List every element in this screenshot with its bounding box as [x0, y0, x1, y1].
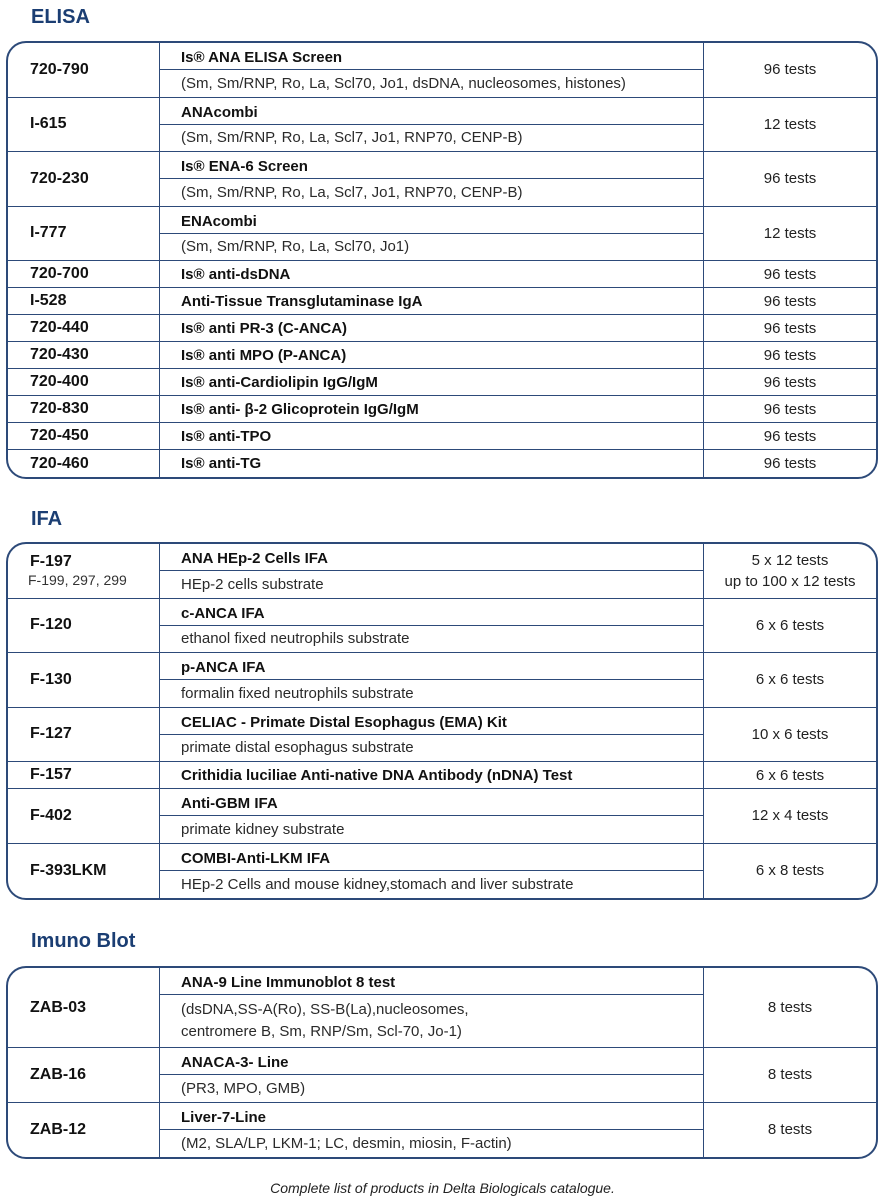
product-name: ANA HEp-2 Cells IFA	[181, 550, 328, 567]
product-code-cell	[8, 261, 160, 287]
product-name: Liver-7-Line	[181, 1108, 267, 1126]
product-name: Anti-Tissue Transglutaminase IgA	[181, 292, 423, 310]
product-description-cell	[160, 43, 704, 97]
product-description-cell	[160, 98, 704, 152]
product-code: 720-700	[30, 265, 89, 282]
product-name: CELIAC - Primate Distal Esophagus (EMA) Kit	[181, 713, 507, 731]
product-row	[8, 396, 876, 423]
product-description-cell	[160, 1048, 704, 1102]
product-name: c-ANCA IFA	[181, 604, 265, 622]
product-row	[8, 152, 876, 207]
pack-size: 96 tests	[763, 170, 817, 188]
pack-size: 8 tests	[767, 1121, 813, 1139]
pack-size: 6 x 8 tests	[755, 862, 825, 880]
pack-size-cell	[704, 599, 876, 653]
product-code-cell	[8, 844, 160, 899]
product-code: F-197	[30, 553, 72, 571]
product-code: 720-440	[30, 319, 89, 336]
product-name: Is® anti MPO (P-ANCA)	[181, 346, 347, 364]
product-code-cell	[8, 599, 160, 653]
product-code: I-615	[30, 115, 67, 133]
product-row	[8, 789, 876, 844]
pack-size: 12 x 4 tests	[751, 807, 829, 825]
product-code: ZAB-03	[30, 998, 87, 1016]
product-code-cell	[8, 544, 160, 598]
pack-size: 6 x 6 tests	[755, 671, 825, 689]
product-row	[8, 968, 876, 1048]
product-code: 720-830	[30, 400, 89, 417]
blot-table	[6, 966, 878, 1159]
pack-size-cell	[704, 544, 876, 598]
product-description-cell	[160, 844, 704, 899]
product-detail: ethanol fixed neutrophils substrate	[160, 625, 703, 653]
product-row	[8, 844, 876, 899]
pack-size-cell	[704, 789, 876, 843]
product-row	[8, 342, 876, 369]
pack-size-cell	[704, 43, 876, 97]
product-code: F-120	[30, 616, 72, 634]
product-description-cell	[160, 423, 704, 449]
pack-size-cell	[704, 261, 876, 287]
product-detail-line: centromere B, Sm, RNP/Sm, Scl-70, Jo-1)	[181, 1023, 462, 1040]
product-code-cell	[8, 653, 160, 707]
ifa-table	[6, 542, 878, 900]
ifa-section-title: IFA	[31, 508, 63, 530]
product-detail: (Sm, Sm/RNP, Ro, La, Scl70, Jo1, dsDNA, nucleosomes, histones)	[160, 69, 703, 97]
product-row	[8, 599, 876, 654]
product-row	[8, 288, 876, 315]
product-detail: formalin fixed neutrophils substrate	[160, 679, 703, 707]
product-name: Is® anti PR-3 (C-ANCA)	[181, 319, 348, 337]
product-code: 720-230	[30, 169, 89, 187]
product-code-variants: F-199, 297, 299	[28, 572, 127, 589]
product-name: ANAcombi	[181, 103, 258, 121]
product-row	[8, 450, 876, 477]
product-name: ENAcombi	[181, 212, 257, 230]
pack-size-cell	[704, 1048, 876, 1102]
pack-size: 96 tests	[763, 400, 817, 418]
product-row	[8, 261, 876, 288]
product-description-cell	[160, 261, 704, 287]
product-description-cell	[160, 599, 704, 653]
product-name: Is® ANA ELISA Screen	[181, 49, 343, 66]
product-name: p-ANCA IFA	[181, 659, 266, 676]
product-description-cell	[160, 762, 704, 788]
product-code: I-528	[30, 292, 67, 309]
product-detail: (PR3, MPO, GMB)	[160, 1074, 703, 1102]
product-detail: primate distal esophagus substrate	[160, 734, 703, 762]
pack-size: 96 tests	[763, 265, 817, 283]
pack-size: 8 tests	[767, 1066, 813, 1084]
product-name: Crithidia luciliae Anti-native DNA Antibody (nDNA) Test	[181, 766, 573, 784]
product-detail: primate kidney substrate	[160, 815, 703, 843]
product-code-cell	[8, 152, 160, 206]
product-code-cell	[8, 98, 160, 152]
catalogue-footnote: Complete list of products in Delta Biologicals catalogue.	[270, 1180, 615, 1196]
product-row	[8, 369, 876, 396]
product-code: 720-430	[30, 346, 89, 363]
product-code: I-777	[30, 224, 67, 242]
product-description-cell	[160, 342, 704, 368]
product-description-cell	[160, 369, 704, 395]
product-code-cell	[8, 450, 160, 477]
product-row	[8, 653, 876, 708]
pack-size: 6 x 6 tests	[755, 616, 825, 634]
pack-size-cell	[704, 152, 876, 206]
product-code: 720-450	[30, 427, 89, 444]
product-code-cell	[8, 315, 160, 341]
product-row	[8, 98, 876, 153]
product-name: COMBI-Anti-LKM IFA	[181, 849, 331, 867]
pack-size: 96 tests	[763, 373, 817, 391]
product-row	[8, 43, 876, 98]
product-code-cell	[8, 968, 160, 1047]
product-detail: (Sm, Sm/RNP, Ro, La, Scl7, Jo1, RNP70, CENP-B)	[160, 178, 703, 206]
pack-size-cell	[704, 1103, 876, 1158]
pack-size-cell	[704, 288, 876, 314]
product-name: Anti-GBM IFA	[181, 795, 278, 812]
product-name: Is® ENA-6 Screen	[181, 158, 308, 175]
pack-size-cell	[704, 450, 876, 477]
product-code-cell	[8, 423, 160, 449]
pack-size: 8 tests	[767, 999, 813, 1016]
product-name: Is® anti-TPO	[181, 427, 272, 445]
product-description-cell	[160, 315, 704, 341]
pack-size: 12 tests	[763, 224, 817, 242]
product-row	[8, 207, 876, 262]
pack-size: 12 tests	[763, 115, 817, 133]
product-code-cell	[8, 1103, 160, 1158]
pack-size-cell	[704, 762, 876, 788]
product-code: ZAB-12	[30, 1120, 87, 1138]
product-description-cell	[160, 152, 704, 206]
blot-section-title: Imuno Blot	[31, 930, 136, 952]
pack-size-cell	[704, 396, 876, 422]
pack-size: 10 x 6 tests	[751, 725, 829, 743]
pack-size: 96 tests	[763, 455, 817, 472]
product-description-cell	[160, 653, 704, 707]
product-code-cell	[8, 369, 160, 395]
product-row	[8, 544, 876, 599]
elisa-section-title: ELISA	[31, 6, 90, 28]
product-description-cell	[160, 288, 704, 314]
product-name: ANA-9 Line Immunoblot 8 test	[181, 974, 396, 991]
product-detail: HEp-2 Cells and mouse kidney,stomach and liver substrate	[160, 870, 703, 899]
product-code: F-127	[30, 725, 72, 743]
pack-size-cell	[704, 369, 876, 395]
pack-size-cell	[704, 207, 876, 261]
product-code: 720-790	[30, 60, 89, 78]
pack-size-cell	[704, 653, 876, 707]
product-description-cell	[160, 968, 704, 1047]
product-code-cell	[8, 708, 160, 762]
product-code: F-130	[30, 670, 72, 688]
elisa-table	[6, 41, 878, 479]
pack-size-cell	[704, 342, 876, 368]
product-row	[8, 1103, 876, 1158]
product-code-cell	[8, 396, 160, 422]
pack-size-cell	[704, 708, 876, 762]
product-row	[8, 423, 876, 450]
product-detail: (Sm, Sm/RNP, Ro, La, Scl70, Jo1)	[160, 233, 703, 261]
product-description-cell	[160, 789, 704, 843]
pack-size-cell	[704, 315, 876, 341]
product-name: Is® anti-dsDNA	[181, 265, 291, 283]
product-description-cell	[160, 1103, 704, 1158]
product-code-cell	[8, 762, 160, 788]
product-detail: HEp-2 cells substrate	[160, 570, 703, 598]
pack-size: 96 tests	[763, 292, 817, 310]
pack-size: 96 tests	[763, 61, 817, 79]
product-code-cell	[8, 789, 160, 843]
product-code-cell	[8, 288, 160, 314]
product-code: F-157	[30, 766, 72, 783]
product-name: ANACA-3- Line	[181, 1054, 289, 1071]
product-code: F-393LKM	[30, 861, 107, 879]
product-description-cell	[160, 708, 704, 762]
product-row	[8, 762, 876, 789]
product-detail	[160, 994, 703, 1047]
pack-size: 5 x 12 tests	[751, 551, 829, 569]
pack-size-max: up to 100 x 12 tests	[724, 572, 856, 590]
product-row	[8, 708, 876, 763]
product-code: ZAB-16	[30, 1065, 87, 1083]
product-detail: (M2, SLA/LP, LKM-1; LC, desmin, miosin, F-actin)	[160, 1129, 703, 1158]
product-code-cell	[8, 1048, 160, 1102]
product-description-cell	[160, 207, 704, 261]
pack-size: 96 tests	[763, 346, 817, 364]
pack-size: 6 x 6 tests	[755, 766, 825, 784]
product-code-cell	[8, 342, 160, 368]
product-detail-line: (dsDNA,SS-A(Ro), SS-B(La),nucleosomes,	[181, 1001, 469, 1018]
product-detail: (Sm, Sm/RNP, Ro, La, Scl7, Jo1, RNP70, CENP-B)	[160, 124, 703, 152]
product-description-cell	[160, 544, 704, 598]
pack-size-cell	[704, 968, 876, 1047]
pack-size-cell	[704, 844, 876, 899]
pack-size-cell	[704, 423, 876, 449]
product-name: Is® anti-Cardiolipin IgG/IgM	[181, 373, 378, 391]
product-code: F-402	[30, 806, 72, 824]
product-name: Is® anti- β-2 Glicoprotein IgG/IgM	[181, 400, 419, 418]
product-row	[8, 1048, 876, 1103]
product-code-cell	[8, 43, 160, 97]
product-row	[8, 315, 876, 342]
product-description-cell	[160, 450, 704, 477]
product-name: Is® anti-TG	[181, 455, 262, 472]
pack-size: 96 tests	[763, 427, 817, 445]
product-code-cell	[8, 207, 160, 261]
pack-size-cell	[704, 98, 876, 152]
product-description-cell	[160, 396, 704, 422]
pack-size: 96 tests	[763, 319, 817, 337]
product-code: 720-460	[30, 454, 89, 472]
product-code: 720-400	[30, 373, 89, 390]
